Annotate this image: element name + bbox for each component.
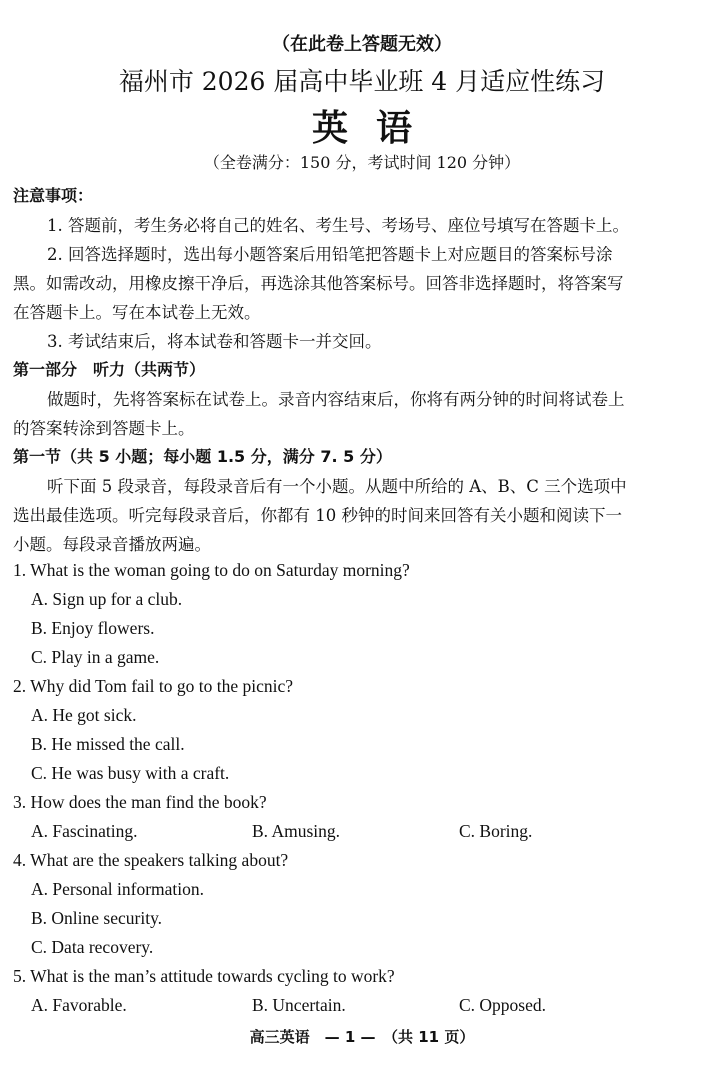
question-1: 1. What is the woman going to do on Saturday morning? bbox=[13, 560, 410, 580]
invalid-note: （在此卷上答题无效） bbox=[272, 34, 452, 55]
question-3-option-c: C. Boring. bbox=[459, 821, 533, 841]
question-4-option-c: C. Data recovery. bbox=[31, 937, 154, 957]
question-2-option-a: A. He got sick. bbox=[31, 705, 137, 725]
section1-heading: 第一节（共 5 小题；每小题 1.5 分，满分 7. 5 分） bbox=[13, 447, 392, 466]
notice-line-2: 2. 回答选择题时，选出每小题答案后用铅笔把答题卡上对应题目的答案标号涂 bbox=[47, 245, 613, 264]
notice-line-5: 3. 考试结束后，将本试卷和答题卡一并交回。 bbox=[47, 332, 382, 351]
notice-heading: 注意事项： bbox=[13, 186, 94, 205]
question-1-option-b: B. Enjoy flowers. bbox=[31, 618, 155, 638]
question-5: 5. What is the man’s attitude towards cycling to work? bbox=[13, 966, 395, 986]
question-2-option-b: B. He missed the call. bbox=[31, 734, 185, 754]
part1-heading: 第一部分 听力（共两节） bbox=[13, 360, 206, 379]
question-4-option-a: A. Personal information. bbox=[31, 879, 205, 899]
section1-line-3: 小题。每段录音播放两遍。 bbox=[13, 535, 211, 554]
page-footer: 高三英语 — 1 — （共 11 页） bbox=[249, 1028, 475, 1046]
question-5-option-a: A. Favorable. bbox=[31, 995, 127, 1015]
subject-title: 英语 bbox=[311, 107, 440, 149]
question-3-option-b: B. Amusing. bbox=[252, 821, 341, 841]
question-3: 3. How does the man find the book? bbox=[13, 792, 267, 812]
question-4-option-b: B. Online security. bbox=[31, 908, 163, 928]
notice-line-4: 在答题卡上。写在本试卷上无效。 bbox=[13, 303, 261, 322]
question-5-option-c: C. Opposed. bbox=[459, 995, 547, 1015]
question-4: 4. What are the speakers talking about? bbox=[13, 850, 289, 870]
section1-line-1: 听下面 5 段录音，每段录音后有一个小题。从题中所给的 A、B、C 三个选项中 bbox=[47, 477, 627, 496]
question-2: 2. Why did Tom fail to go to the picnic? bbox=[13, 676, 294, 696]
question-2-option-c: C. He was busy with a craft. bbox=[31, 763, 230, 783]
section1-line-2: 选出最佳选项。听完每段录音后，你都有 10 秒钟的时间来回答有关小题和阅读下一 bbox=[13, 506, 622, 525]
question-1-option-a: A. Sign up for a club. bbox=[31, 589, 183, 609]
question-1-option-c: C. Play in a game. bbox=[31, 647, 160, 667]
notice-line-3: 黑。如需改动，用橡皮擦干净后，再选涂其他答案标号。回答非选择题时，将答案写 bbox=[13, 274, 624, 293]
part1-line-1: 做题时，先将答案标在试卷上。录音内容结束后，你将有两分钟的时间将试卷上 bbox=[47, 390, 625, 409]
notice-line-1: 1. 答题前，考生务必将自己的姓名、考生号、考场号、座位号填写在答题卡上。 bbox=[47, 216, 629, 235]
exam-title: 福州市 2026 届高中毕业班 4 月适应性练习 bbox=[118, 67, 606, 96]
question-3-option-a: A. Fascinating. bbox=[31, 821, 138, 841]
part1-line-2: 的答案转涂到答题卡上。 bbox=[13, 419, 195, 438]
score-info: （全卷满分：150 分，考试时间 120 分钟） bbox=[203, 153, 521, 172]
question-5-option-b: B. Uncertain. bbox=[252, 995, 346, 1015]
